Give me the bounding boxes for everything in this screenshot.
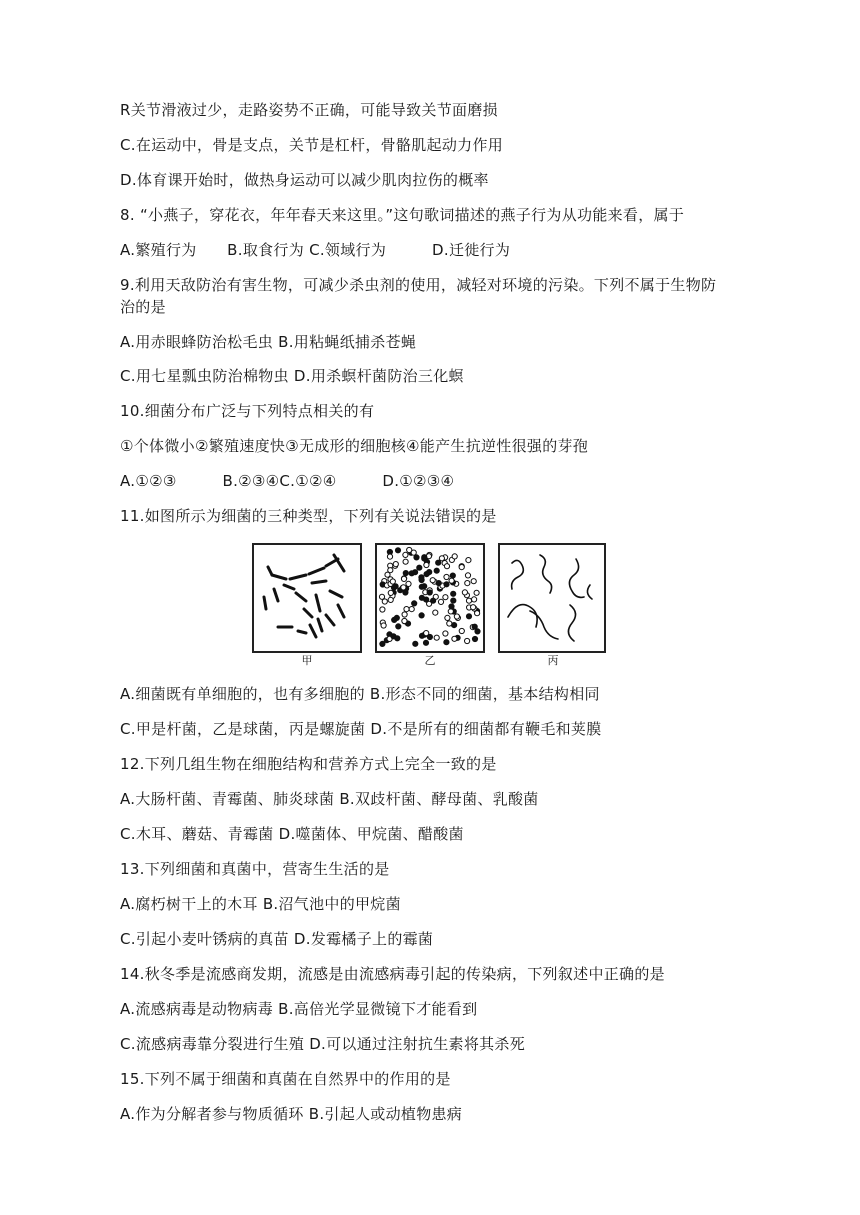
line-14: A.细菌既有单细胞的，也有多细胞的 B.形态不同的细菌，基本结构相同	[120, 685, 600, 703]
panel-cocci-bacteria	[375, 543, 485, 653]
line-11: ①个体微小②繁殖速度快③无成形的细胞核④能产生抗逆性很强的芽孢	[120, 437, 589, 455]
rod-bacteria-drawing	[254, 545, 360, 651]
line-6: 9.利用天敌防治有害生物，可减少杀虫剂的使用，减轻对环境的污染。下列不属于生物防	[120, 276, 717, 294]
caption-jia: 甲	[301, 654, 313, 667]
line-16: 12.下列几组生物在细胞结构和营养方式上完全一致的是	[120, 755, 497, 773]
panel-rod-bacteria	[252, 543, 362, 653]
caption-yi: 乙	[424, 654, 436, 667]
line-3: D.体育课开始时，做热身运动可以减少肌肉拉伤的概率	[120, 171, 489, 189]
panel-spiral-bacteria	[498, 543, 606, 653]
line-23: A.流感病毒是动物病毒 B.高倍光学显微镜下才能看到	[120, 1000, 478, 1018]
line-10: 10.细菌分布广泛与下列特点相关的有	[120, 402, 375, 420]
line-20: A.腐朽树干上的木耳 B.沼气池中的甲烷菌	[120, 895, 401, 913]
line-21: C.引起小麦叶锈病的真苗 D.发霉橘子上的霉菌	[120, 930, 434, 948]
caption-bing: 丙	[547, 654, 559, 667]
cocci-bacteria-drawing	[377, 545, 483, 651]
line-15: C.甲是杆菌，乙是球菌，丙是螺旋菌 D.不是所有的细菌都有鞭毛和荚膜	[120, 720, 602, 738]
line-26: A.作为分解者参与物质循环 B.引起人或动植物患病	[120, 1105, 463, 1123]
line-25: 15.下列不属于细菌和真菌在自然界中的作用的是	[120, 1070, 451, 1088]
bacteria-figure	[252, 543, 559, 668]
line-12: A.①②③ B.②③④C.①②④ D.①②③④	[120, 472, 455, 490]
line-5: A.繁殖行为 B.取食行为 C.领域行为 D.迁徙行为	[120, 241, 511, 259]
line-7: 治的是	[120, 298, 166, 316]
line-9: C.用七星瓢虫防治棉物虫 D.用杀螟杆菌防治三化螟	[120, 367, 464, 385]
line-17: A.大肠杆菌、青霉菌、肺炎球菌 B.双歧杆菌、酵母菌、乳酸菌	[120, 790, 539, 808]
line-24: C.流感病毒靠分裂进行生殖 D.可以通过注射抗生素将其杀死	[120, 1035, 526, 1053]
line-1: R关节滑液过少，走路姿势不正确，可能导致关节面磨损	[120, 101, 498, 119]
line-19: 13.下列细菌和真菌中，营寄生生活的是	[120, 860, 390, 878]
line-4: 8. “小燕子，穿花衣，年年春天来这里。”这句歌词描述的燕子行为从功能来看，属于	[120, 206, 685, 224]
line-2: C.在运动中，骨是支点，关节是杠杆，骨骼肌起动力作用	[120, 136, 504, 154]
line-8: A.用赤眼蜂防治松毛虫 B.用粘蝇纸捕杀苍蝇	[120, 333, 417, 351]
line-13: 11.如图所示为细菌的三种类型，下列有关说法错误的是	[120, 507, 497, 525]
line-22: 14.秋冬季是流感商发期，流感是由流感病毒引起的传染病，下列叙述中正确的是	[120, 965, 665, 983]
spiral-bacteria-drawing	[500, 545, 604, 651]
line-18: C.木耳、蘑菇、青霉菌 D.噬菌体、甲烷菌、醋酸菌	[120, 825, 464, 843]
